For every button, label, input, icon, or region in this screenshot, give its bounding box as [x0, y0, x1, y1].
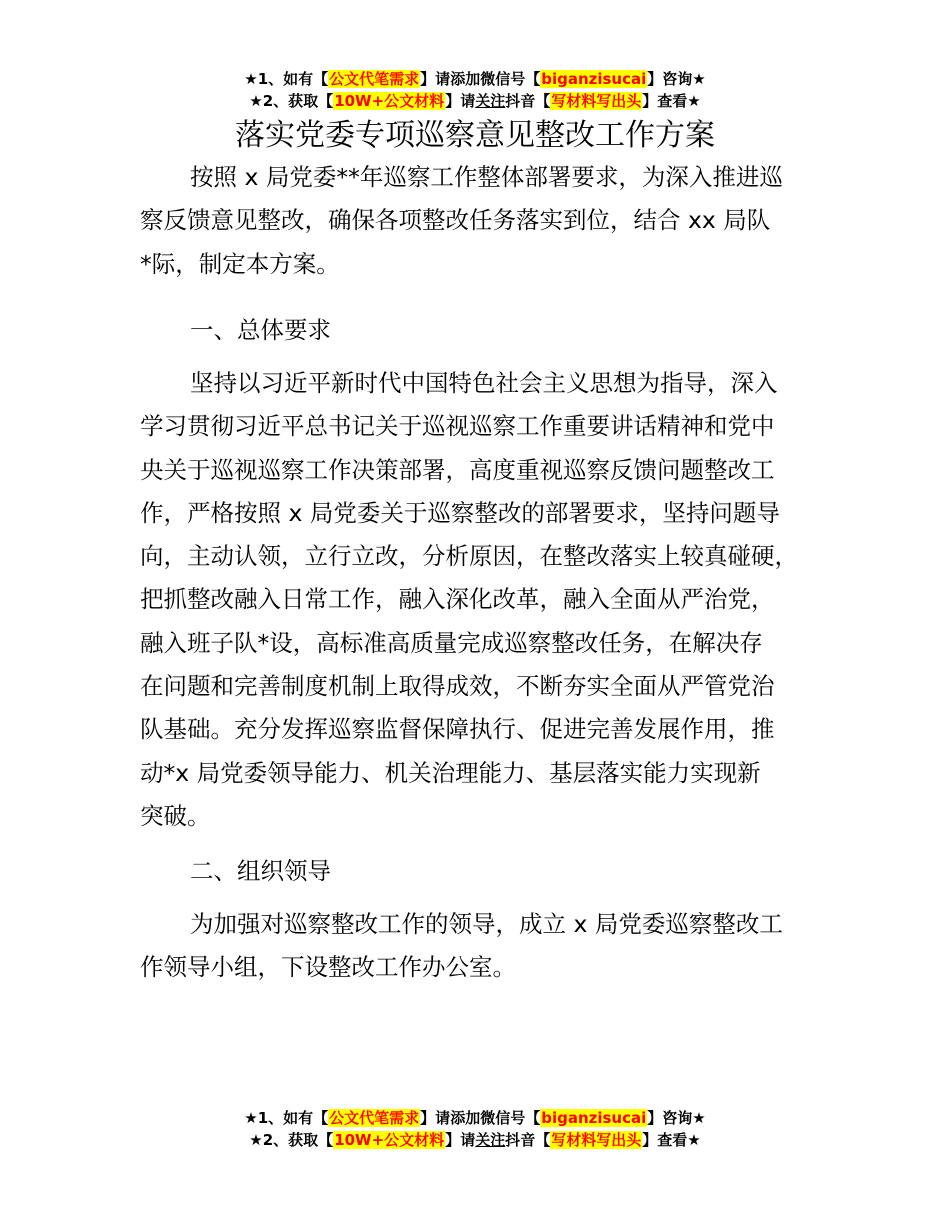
banner-emphasis: 添加	[450, 1109, 481, 1127]
paragraph-line: 学习贯彻习近平总书记关于巡视巡察工作重要讲话精神和党中	[140, 412, 775, 441]
banner-text: ★1、如有【	[244, 70, 329, 88]
paragraph-line: 向，主动认领，立行立改，分析原因，在整改落实上较真碰硬，	[140, 542, 798, 571]
banner-text: ★2、获取【	[249, 92, 334, 110]
paragraph-line: 把抓整改融入日常工作，融入深化改革，融入全面从严治党，	[140, 585, 775, 614]
banner-text: 】查看★	[642, 92, 701, 110]
banner-highlight: 公文代笔需求	[329, 70, 420, 88]
footer-banner	[0, 1107, 950, 1151]
paragraph-line: 队基础。充分发挥巡察监督保障执行、促进完善发展作用，推	[140, 715, 775, 744]
banner-emphasis: 关注	[475, 92, 506, 110]
document-body	[140, 362, 840, 838]
banner-highlight: 写材料写出头	[551, 92, 642, 110]
banner-text: 抖音【	[505, 1131, 551, 1149]
banner-text: 】请	[420, 70, 451, 88]
banner-emphasis: 关注	[475, 1131, 506, 1149]
banner-highlight: 10W+公文材料	[334, 1131, 445, 1149]
banner-text: 】查看★	[642, 1131, 701, 1149]
document-body	[140, 903, 840, 990]
paragraph-line: 作，严格按照 x 局党委关于巡察整改的部署要求，坚持问题导	[140, 498, 780, 527]
banner-line-2	[0, 1129, 950, 1151]
paragraph-line: 为加强对巡察整改工作的领导，成立 x 局党委巡察整改工	[190, 910, 783, 938]
banner-text: 】请	[445, 1131, 476, 1149]
banner-highlight: 写材料写出头	[551, 1131, 642, 1149]
paragraph-line: 在问题和完善制度机制上取得成效，不断夯实全面从严管党治	[140, 672, 775, 701]
document-body	[140, 156, 840, 286]
paragraph-line: 突破。	[140, 801, 211, 830]
banner-highlight: biganzisucai	[541, 70, 647, 88]
paragraph-line: 按照 x 局党委**年巡察工作整体部署要求，为深入推进巡	[190, 163, 783, 191]
paragraph-line: 动*x 局党委领导能力、机关治理能力、基层落实能力实现新	[140, 758, 761, 787]
banner-text: 】请	[445, 92, 476, 110]
banner-emphasis: 添加	[450, 70, 481, 88]
section-heading-2	[140, 850, 840, 893]
banner-line-1	[0, 68, 950, 90]
header-banner	[0, 68, 950, 112]
section-heading-1	[140, 309, 840, 352]
banner-line-1	[0, 1107, 950, 1129]
banner-text: ★1、如有【	[244, 1109, 329, 1127]
paragraph-line: 央关于巡视巡察工作决策部署，高度重视巡察反馈问题整改工	[140, 455, 775, 484]
banner-text: 】咨询★	[647, 1109, 706, 1127]
banner-text: 】咨询★	[647, 70, 706, 88]
banner-text: 微信号【	[480, 1109, 541, 1127]
paragraph-line: *际，制定本方案。	[140, 249, 340, 278]
banner-text: 】请	[420, 1109, 451, 1127]
banner-text: 抖音【	[505, 92, 551, 110]
document-title: 落实党委专项巡察意见整改工作方案	[235, 118, 715, 153]
banner-highlight: 10W+公文材料	[334, 92, 445, 110]
section-heading: 一、总体要求	[190, 316, 331, 344]
paragraph-line: 察反馈意见整改，确保各项整改任务落实到位，结合 xx 局队	[140, 206, 771, 235]
banner-highlight: 公文代笔需求	[329, 1109, 420, 1127]
paragraph-line: 坚持以习近平新时代中国特色社会主义思想为指导，深入	[190, 369, 778, 397]
banner-text: ★2、获取【	[249, 1131, 334, 1149]
paragraph-line: 作领导小组，下设整改工作办公室。	[140, 953, 516, 982]
banner-line-2	[0, 90, 950, 112]
banner-text: 微信号【	[480, 70, 541, 88]
section-heading: 二、组织领导	[190, 857, 331, 885]
paragraph-line: 融入班子队*设，高标准高质量完成巡察整改任务，在解决存	[140, 628, 763, 657]
banner-highlight: biganzisucai	[541, 1109, 647, 1127]
